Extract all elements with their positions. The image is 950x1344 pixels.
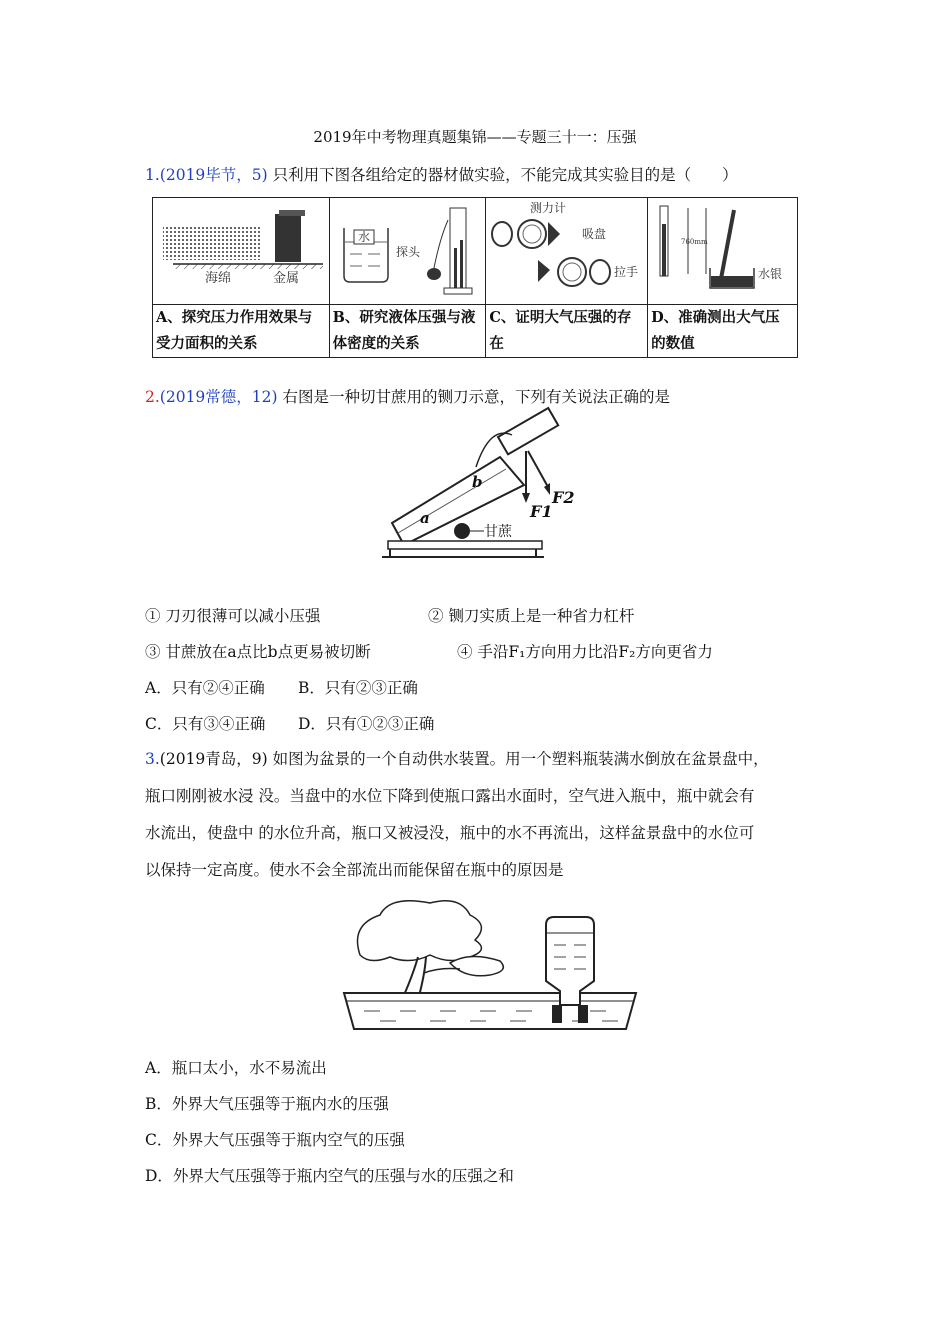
question-2 (145, 385, 670, 407)
figure-a-label-2: 金属 (273, 271, 300, 286)
page-title: 2019年中考物理真题集锦——专题三十一：压强 (313, 128, 637, 146)
q3-option-b: B．外界大气压强等于瓶内水的压强 (145, 1095, 389, 1113)
q1-number: 1. (145, 166, 160, 184)
q3-line-2: 瓶口刚刚被水浸 没。当盘中的水位下降到使瓶口露出水面时，空气进入瓶中，瓶中就会有 (145, 787, 755, 805)
torricelli-figure (648, 198, 798, 304)
q2-number: 2. (145, 388, 160, 406)
q2-option-a: A．只有②④正确 (145, 679, 265, 697)
sponge-dots (163, 226, 261, 260)
label-b: b (472, 473, 483, 491)
cutter-figure (380, 415, 575, 565)
figure-b-label-1: 水 (357, 230, 370, 244)
q3-number: 3. (145, 750, 160, 768)
label-F2: F2 (552, 488, 575, 507)
figure-d-label-2: 水银 (758, 267, 783, 281)
question-1 (145, 163, 738, 185)
question-3 (145, 741, 835, 889)
q3-option-d: D．外界大气压强等于瓶内空气的压强与水的压强之和 (145, 1167, 514, 1185)
figure-d-cell (648, 198, 798, 305)
q2-statement-4: ④ 手沿F₁方向用力比沿F₂方向更省力 (457, 643, 713, 661)
q3-option-c: C．外界大气压强等于瓶内空气的压强 (145, 1131, 405, 1149)
q1-text: 只利用下图各组给定的器材做实验，不能完成其实验目的是（ ） (272, 166, 738, 184)
label-a: a (420, 509, 430, 527)
q3-line-3: 水流出，使盘中 的水位升高，瓶口又被浸没，瓶中的水不再流出，这样盆景盘中的水位可 (145, 824, 755, 842)
q2-option-c: C．只有③④正确 (145, 715, 266, 733)
figure-a-label-1: 海绵 (205, 271, 232, 286)
q1-experiment-table (152, 197, 798, 358)
figure-c-label-1: 测力计 (530, 201, 567, 215)
sponge-metal-figure (153, 198, 330, 304)
figure-c-label-3: 拉手 (614, 265, 639, 279)
figure-c-label-2: 吸盘 (582, 227, 607, 241)
q2-statement-1: ① 刀刃很薄可以减小压强 (145, 607, 321, 625)
figure-a-cell (153, 198, 330, 305)
label-sugarcane: 甘蔗 (484, 524, 512, 540)
q1-option-b: B、研究液体压强与液体密度的关系 (329, 305, 486, 358)
label-F1: F1 (530, 502, 553, 521)
figure-c-cell (486, 198, 648, 305)
q1-option-a: A、探究压力作用效果与受力面积的关系 (153, 305, 330, 358)
q1-option-c: C、证明大气压强的存在 (486, 305, 648, 358)
liquid-pressure-figure (330, 198, 487, 304)
figure-b-label-2: 探头 (395, 245, 420, 259)
q2-option-d: D．只有①②③正确 (298, 715, 435, 733)
suction-cup-figure (486, 198, 648, 304)
figure-b-cell (329, 198, 486, 305)
bonsai-water-supply-figure (340, 895, 640, 1035)
q3-source: (2019青岛，9) (159, 750, 268, 768)
q2-statement-3: ③ 甘蔗放在a点比b点更易被切断 (145, 643, 371, 661)
q2-option-b: B．只有②③正确 (298, 679, 418, 697)
q3-line-4: 以保持一定高度。使水不会全部流出而能保留在瓶中的原因是 (145, 861, 564, 879)
q1-option-d: D、准确测出大气压的数值 (648, 305, 798, 358)
figure-d-label-1: 760mm (681, 238, 708, 246)
q2-source: (2019常德，12) (159, 388, 278, 406)
q1-source: (2019毕节，5) (159, 166, 268, 184)
q2-text: 右图是一种切甘蔗用的铡刀示意，下列有关说法正确的是 (282, 388, 671, 406)
q3-option-a: A．瓶口太小，水不易流出 (145, 1059, 327, 1077)
q2-statement-2: ② 铡刀实质上是一种省力杠杆 (428, 607, 635, 625)
q3-line-1: 如图为盆景的一个自动供水装置。用一个塑料瓶装满水倒放在盆景盘中， (272, 750, 769, 768)
